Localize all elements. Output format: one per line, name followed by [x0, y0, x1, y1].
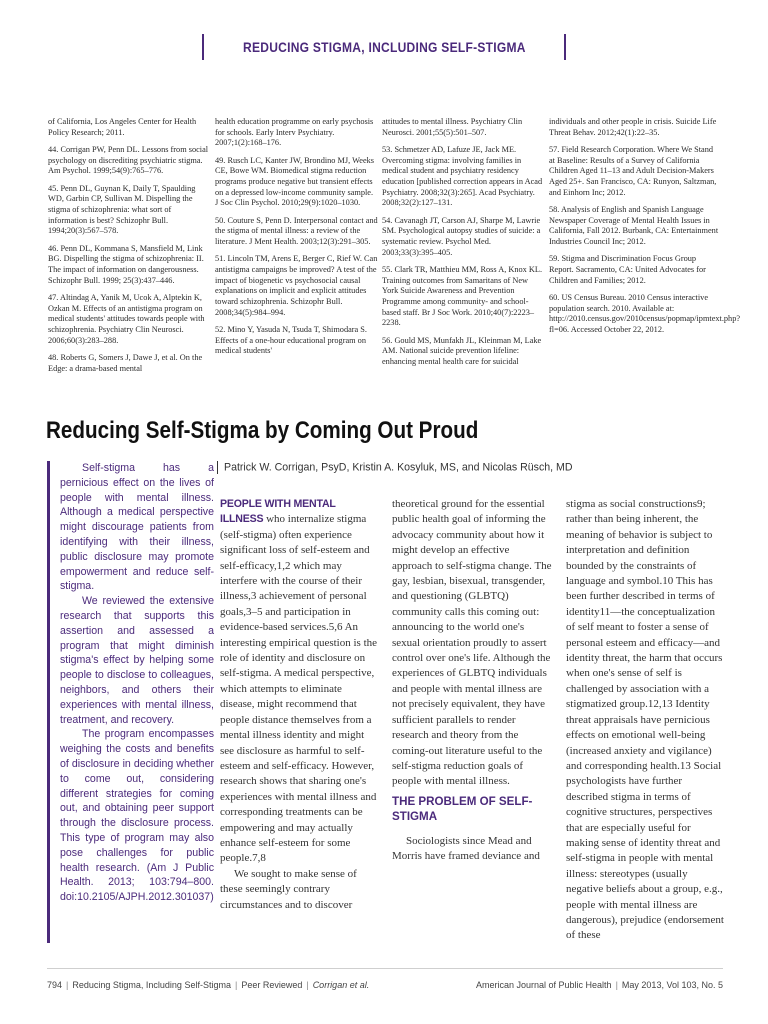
reference-item: 56. Gould MS, Munfakh JL, Kleinman M, Lake AM. National suicide prevention lifeline: enhancing mental health care for suicidal	[382, 335, 542, 367]
reference-item: 52. Mino Y, Yasuda N, Tsuda T, Shimodara S. Effects of a one-hour educational program on medical students'	[215, 324, 367, 356]
article-title: Reducing Self-Stigma by Coming Out Proud	[46, 417, 479, 444]
abstract-paragraph: The program encompasses weighing the costs and benefits of disclosure in deciding whether to come out, considering different strategies for coming out, and obtaining peer support through the disclosure process. This type of program may also pose challenges for public health research. (Am J Public Health. 2013; 103:794–800. doi:10.2105/AJPH.2012.301037)	[60, 728, 214, 904]
body-column-2	[392, 497, 552, 957]
reference-item: 50. Couture S, Penn D. Interpersonal contact and the stigma of mental illness: a review of the literature. J Ment Health. 2003;12(3):291–305.	[215, 215, 378, 247]
footer-review: Peer Reviewed	[241, 980, 303, 990]
body-paragraph: stigma as social constructions9; rather than being inherent, the meaning of behavior is subject to interpretation and definition bounded by the constraints of language and symbol.10 This has been further described in terms of identity11—the conceptualization of self meant to foster a sense of personal esteem and efficacy—and identity threat, the harm that occurs when one's sense of self is challenged by association with a stigmatized group.12,13 Identity threat appraisals have pernicious effects on emotional well-being (increased anxiety and vigilance) and corresponding health.13 Social psychologists have further described stigma in terms of cognitive structures, perspectives that are especially useful for making sense of identity threat and self-stigma in people with mental illness: stereotypes (usually negative beliefs about a group, e.g., people with mental illness are dangerous), prejudice (endorsement of these	[566, 498, 724, 942]
body-column-1	[220, 497, 378, 937]
reference-item: attitudes to mental illness. Psychiatry Clin Neurosci. 2001;55(5):501–507.	[382, 117, 523, 137]
run-in-heading: PEOPLE WITH MENTAL ILLNESS	[220, 498, 336, 526]
abstract-paragraph: We reviewed the extensive research that supports this assertion and assessed a program that might diminish stigma's effect by helping some people to disclose to colleagues, neighbors, and others their experiences with mental illness, treatment, and recovery.	[60, 595, 214, 726]
references-column-1	[48, 117, 215, 399]
reference-item: 49. Rusch LC, Kanter JW, Brondino MJ, Weeks CE, Bowe WM. Biomedical stigma reduction programs produce negative but transient effects on a depressed low-income community sample. J Soc Clin Psychol. 2010;29(9):1020–1030.	[215, 155, 375, 208]
footer-left: 794 | Reducing Stigma, Including Self-Stigma | Peer Reviewed | Corrigan et al.	[47, 980, 370, 990]
authors: Patrick W. Corrigan, PsyD, Kristin A. Kosyluk, MS, and Nicolas Rüsch, MD	[224, 461, 573, 474]
footer-section: Reducing Stigma, Including Self-Stigma	[72, 980, 231, 990]
reference-item: 57. Field Research Corporation. Where We Stand at Baseline: Results of a Survey of California Children Aged 11–13 and Adult Decision-Makers Aged 25+. San Francisco, CA: Runyon, Saltzman, and Einhorn Inc; 2012.	[549, 144, 717, 197]
section-heading: THE PROBLEM OF SELF-STIGMA	[392, 794, 533, 823]
issue-info: May 2013, Vol 103, No. 5	[621, 980, 723, 990]
reference-item: 46. Penn DL, Kommana S, Mansfield M, Link BG. Dispelling the stigma of schizophrenia: II. The impact of information on dangerousness. Schizophr Bull. 1999; 25(3):437–446.	[48, 243, 204, 285]
abstract	[47, 461, 214, 943]
reference-item: 53. Schmetzer AD, Lafuze JE, Jack ME. Overcoming stigma: involving families in medical student and psychiatry residency education [published correction appears in Acad Psychiatry. 2008;32(3):265]. Acad Psychiatry. 2008;32(2):127–131.	[382, 144, 543, 208]
reference-item: 45. Penn DL, Guynan K, Daily T, Spaulding WD, Garbin CP, Sullivan M. Dispelling the stigma of schizophrenia: what sort of information is best? Schizophr Bull. 1994;20(3):567–578.	[48, 183, 196, 236]
reference-item: 58. Analysis of English and Spanish Language Newspaper Coverage of Mental Health Issues in California, Fall 2012. Burbank, CA: Entertainment Industries Council Inc; 2012.	[549, 204, 719, 247]
page-number: 794	[47, 980, 63, 990]
abstract-paragraph: Self-stigma has a pernicious effect on the lives of people with mental illness. Although a medical perspective might discourage patients from identifying with their illness, public disclosure may promote empowerment and reduce self-stigma.	[60, 462, 214, 593]
section-header	[0, 34, 768, 60]
reference-item: 47. Altindag A, Yanik M, Ucok A, Alptekin K, Ozkan M. Effects of an antistigma program on medical students' attitudes towards people with schizophrenia. Psychiatry Clin Neurosci. 2006;60(3):283–288.	[48, 292, 205, 345]
reference-item: 44. Corrigan PW, Penn DL. Lessons from social psychology on discrediting psychiatric stigma. Am Psychol. 1999;54(9):765–776.	[48, 144, 209, 176]
footer-authors: Corrigan et al.	[312, 980, 370, 990]
footer-right: American Journal of Public Health | May 2013, Vol 103, No. 5	[476, 980, 723, 990]
author-line	[217, 461, 573, 474]
references-column-3	[382, 117, 549, 399]
references-column-4	[549, 117, 741, 399]
header-rule-left	[202, 34, 204, 60]
reference-item: of California, Los Angeles Center for Health Policy Research; 2011.	[48, 117, 197, 137]
body-text: who internalize stigma (self-stigma) often experience significant loss of self-esteem and self-efficacy,1,2 which may interfere with the course of their illness,3 achievement of personal goals,3–5 and participation in evidence-based services.5,6 An interesting empirical question is the role of identity and disclosure on self-stigma. A medical perspective, which attempts to eliminate disease, might recommend that people distance themselves from a mental illness identity and might see disclosure as harmful to self-esteem and self-efficacy. However, research shows that sharing one's experiences with mental illness and corresponding treatments can be empowering and may actually enhance self-esteem for some people.7,8	[220, 513, 378, 865]
body-paragraph	[220, 497, 378, 867]
reference-item: health education programme on early psychosis for schools. Early Interv Psychiatry. 2007;1(2):168–176.	[215, 117, 374, 148]
journal-name: American Journal of Public Health	[476, 980, 612, 990]
references-column-2	[215, 117, 382, 399]
reference-item: individuals and other people in crisis. Suicide Life Threat Behav. 2012;42(1):22–35.	[549, 117, 717, 137]
body-paragraph: We sought to make sense of these seemingly contrary circumstances and to discover	[220, 867, 357, 911]
reference-item: 54. Cavanagh JT, Carson AJ, Sharpe M, Lawrie SM. Psychological autopsy studies of suicide: a systematic review. Psychol Med. 2003;33(3):395–405.	[382, 215, 541, 257]
author-rule	[217, 461, 218, 474]
body-column-3	[566, 497, 726, 947]
reference-item: 55. Clark TR, Matthieu MM, Ross A, Knox KL. Training outcomes from Samaritans of New York Suicide Awareness and Prevention Programme among community- and school-based staff. Br J Soc Work. 2010;40(7):2223–2238.	[382, 264, 543, 328]
reference-item: 48. Roberts G, Somers J, Dawe J, et al. On the Edge: a drama-based mental	[48, 352, 203, 373]
reference-item: 59. Stigma and Discrimination Focus Group Report. Sacramento, CA: United Advocates for Children and Families; 2012.	[549, 254, 706, 285]
header-rule-right	[564, 34, 566, 60]
section-title: REDUCING STIGMA, INCLUDING SELF-STIGMA	[242, 39, 526, 55]
footer-rule	[47, 968, 723, 969]
body-paragraph: Sociologists since Mead and Morris have framed deviance and	[392, 834, 540, 863]
references	[48, 117, 741, 399]
reference-item: 60. US Census Bureau. 2010 Census interactive population search. 2010. Available at: http://2010.census.gov/2010census/popmap/ipmtext.php?fl=06. Accessed October 22, 2012.	[549, 292, 741, 334]
reference-item: 51. Lincoln TM, Arens E, Berger C, Rief W. Can antistigma campaigns be improved? A test of the impact of biogenetic vs psychosocial causal explanations on implicit and explicit attitudes toward schizophrenia. Schizophr Bull. 2008;34(5):984–994.	[215, 254, 378, 317]
body-paragraph: theoretical ground for the essential public health goal of informing the advocacy community about how it might develop an effective approach to self-stigma change. The gay, lesbian, bisexual, transgender, and questioning (GLBTQ) community calls this coming out: announcing to the world one's sexual orientation proudly to assert control over one's life. Although the experiences of GLBTQ individuals and people with mental illness are not precisely equivalent, they have sufficient parallels to render research and theory from the coming-out literature useful to the self-stigma reduction goals of people with mental illness.	[392, 498, 552, 788]
